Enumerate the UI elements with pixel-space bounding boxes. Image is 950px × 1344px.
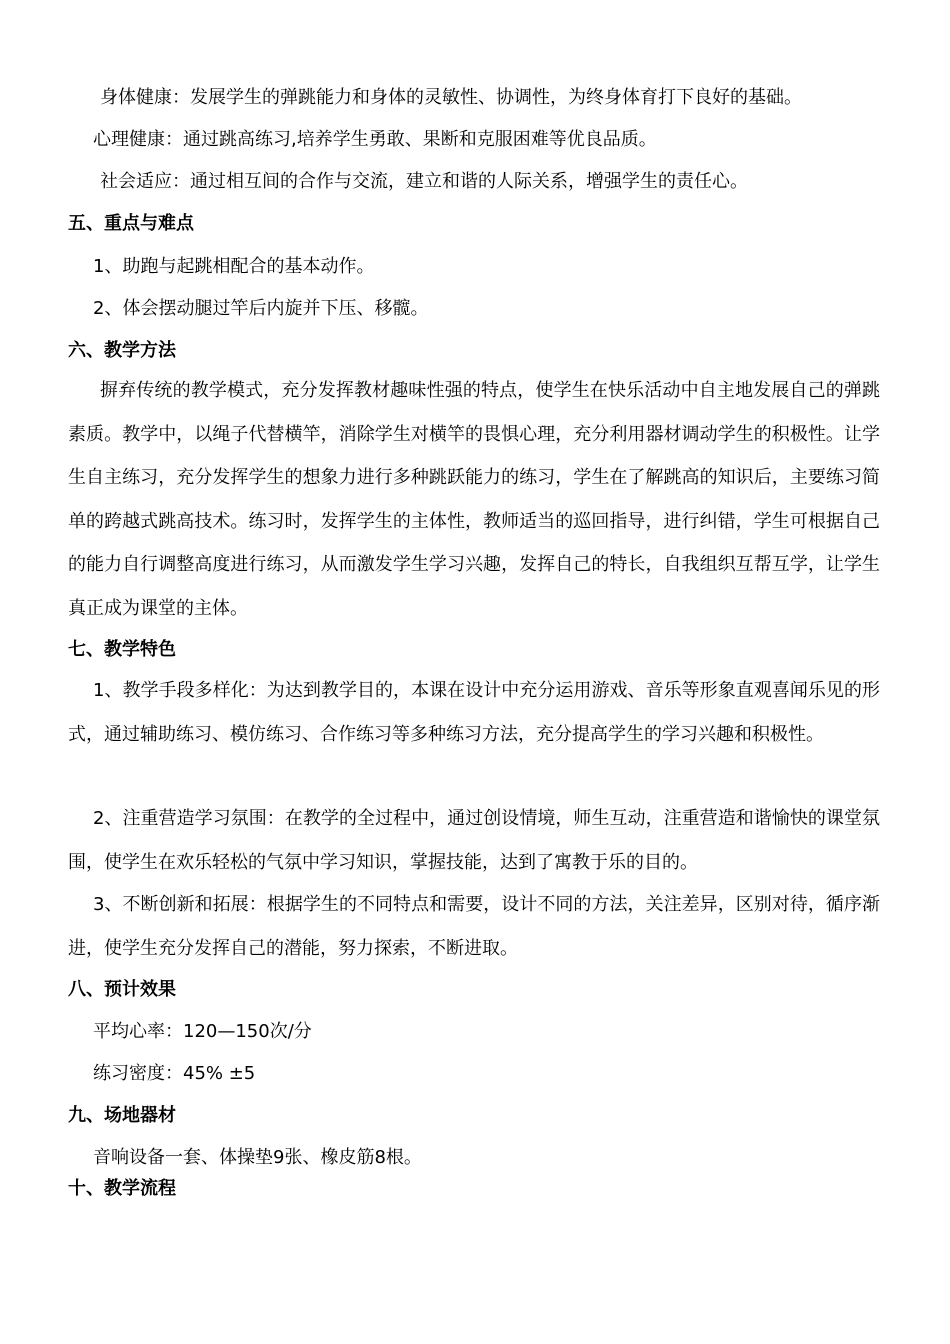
section9-heading: 九、场地器材 [68, 1105, 176, 1126]
section6-body: 摒弃传统的教学模式，充分发挥教材趣味性强的特点，使学生在快乐活动中自主地发展自己的弹跳素质。教学中，以绳子代替横竿，消除学生对横竿的畏惧心理，充分利用器材调动学生的积极性。让学生自主练习，充分发挥学生的想象力进行多种跳跃能力的练习，学生在了解跳高的知识后，主要练习简单的跨越式跳高技术。练习时，发挥学生的主体性，教师适当的巡回指导，进行纠错，学生可根据自己的能力自行调整高度进行练习，从而激发学生学习兴趣，发挥自己的特长，自我组织互帮互学，让学生真正成为课堂的主体。 [68, 380, 880, 619]
section10-heading: 十、教学流程 [68, 1178, 176, 1199]
goal-mental: 心理健康：通过跳高练习,培养学生勇敢、果断和克服困难等优良品质。 [93, 129, 657, 150]
goal-social: 社会适应：通过相互间的合作与交流，建立和谐的人际关系，增强学生的责任心。 [100, 171, 748, 192]
section5-item-2: 2、体会摆动腿过竿后内旋并下压、移髋。 [93, 298, 429, 319]
section5-heading: 五、重点与难点 [68, 213, 194, 234]
section8-heading: 八、预计效果 [68, 979, 176, 1000]
section6-heading: 六、教学方法 [68, 340, 176, 361]
goal-physical: 身体健康：发展学生的弹跳能力和身体的灵敏性、协调性，为终身体育打下良好的基础。 [100, 87, 802, 108]
section7-heading: 七、教学特色 [68, 639, 176, 660]
section5-item-1: 1、助跑与起跳相配合的基本动作。 [93, 256, 375, 277]
heart-rate: 平均心率：120—150次/分 [93, 1021, 312, 1042]
equipment-list: 音响设备一套、体操垫9张、橡皮筋8根。 [93, 1147, 422, 1168]
section7-item-1: 1、教学手段多样化：为达到教学目的，本课在设计中充分运用游戏、音乐等形象直观喜闻乐见的形式，通过辅助练习、模仿练习、合作练习等多种练习方法，充分提高学生的学习兴趣和积极性。 [68, 680, 880, 745]
section7-item-2: 2、注重营造学习氛围：在教学的全过程中，通过创设情境，师生互动，注重营造和谐愉快的课堂氛围，使学生在欢乐轻松的气氛中学习知识，掌握技能，达到了寓教于乐的目的。 [68, 808, 880, 873]
section7-item-3: 3、不断创新和拓展：根据学生的不同特点和需要，设计不同的方法，关注差异，区别对待，循序渐进，使学生充分发挥自己的潜能，努力探索，不断进取。 [68, 894, 880, 959]
practice-density: 练习密度：45% ±5 [93, 1063, 256, 1084]
